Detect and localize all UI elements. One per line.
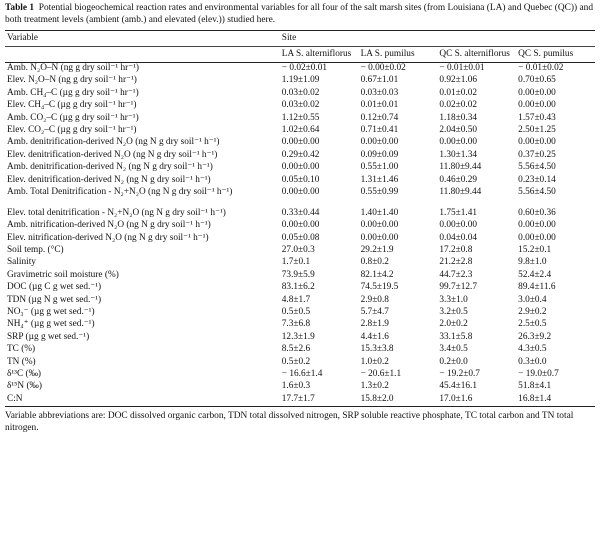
row-variable-label: TDN (µg N g wet sed.⁻¹) [7,294,102,305]
table-row [5,394,595,407]
row-value-cell: − 0.02±0.01 [281,63,327,73]
row-value-cell: 0.00±0.00 [518,137,556,148]
table-caption [5,2,595,26]
table-row [5,369,595,381]
row-value-cell: 9.8±1.0 [518,257,547,268]
row-value-cell: 5.56±4.50 [518,162,556,173]
row-value-cell: 1.31±1.46 [360,174,399,185]
row-variable-label: Amb. denitrification-derived N₂ (ng N g dry soil⁻¹ h⁻¹) [7,162,213,173]
row-value-cell: 0.00±0.00 [281,186,320,197]
row-value-cell: 1.0±0.2 [360,356,389,367]
row-variable-label: Amb. Total Denitrification - N₂+N₂O (ng N g dry soil⁻¹ h⁻¹) [7,186,233,197]
row-variable-label: NH₄⁺ (µg g wet sed.⁻¹) [7,319,95,330]
row-value-cell: 29.2±1.9 [360,245,394,256]
row-value-cell: 0.03±0.03 [360,87,399,98]
row-value-cell: 0.01±0.01 [360,100,399,111]
row-value-cell: 0.00±0.00 [439,220,478,231]
row-value-cell: 0.55±1.00 [360,162,399,173]
row-value-cell: 5.56±4.50 [518,186,556,197]
row-value-cell: 1.18±0.34 [439,112,478,123]
table-row [5,88,595,100]
row-value-cell: 45.4±16.1 [439,381,478,392]
row-value-cell: 1.3±0.2 [360,381,389,392]
row-value-cell: 1.30±1.34 [439,149,478,160]
row-value-cell: − 19.0±0.7 [518,368,559,379]
data-table [5,30,595,407]
row-value-cell: 0.67±1.01 [360,75,399,86]
row-value-cell: 0.12±0.74 [360,112,399,123]
row-variable-label: Salinity [7,257,36,268]
row-value-cell: 0.05±0.08 [281,232,320,243]
row-value-cell: 74.5±19.5 [360,282,399,293]
row-value-cell: 0.71±0.41 [360,124,399,135]
row-value-cell: 1.7±0.1 [281,257,311,268]
row-variable-label: Elev. CH₄–C (µg g dry soil⁻¹ hr⁻¹) [7,100,137,111]
row-variable-label: Elev. denitrification-derived N₂O (ng N g dry soil⁻¹ h⁻¹) [7,149,218,160]
caption-text: Potential biogeochemical reaction rates and environmental variables for all four of the salt marsh sites (from Louisiana (LA) and Quebec (QC)) and both treatment levels (ambient (amb.) and elevated (elev.)) studied here. [5,3,594,25]
row-variable-label: Amb. N₂O–N (ng g dry soil⁻¹ hr⁻¹) [7,63,139,73]
row-value-cell: 0.00±0.00 [518,87,556,98]
row-value-cell: 4.4±1.6 [360,331,389,342]
header-col-la-pumilus: LA S. pumilus [360,49,415,59]
row-value-cell: 8.5±2.6 [281,344,311,355]
row-value-cell: − 16.6±1.4 [281,368,323,379]
row-variable-label: NO₃⁻ (µg g wet sed.⁻¹) [7,307,95,318]
row-value-cell: 3.2±0.5 [439,307,468,318]
row-value-cell: 11.80±9.44 [439,162,482,173]
row-value-cell: 0.60±0.36 [518,207,556,218]
row-value-cell: 4.3±0.5 [518,344,547,355]
row-variable-label: Elev. total denitrification - N₂+N₂O (ng N g dry soil⁻¹ h⁻¹) [7,207,226,218]
row-value-cell: 0.23±0.14 [518,174,556,185]
row-value-cell: 0.3±0.0 [518,356,547,367]
table-row [5,381,595,393]
row-value-cell: 17.0±1.6 [439,393,473,404]
row-value-cell: 0.33±0.44 [281,207,320,218]
row-value-cell: 51.8±4.1 [518,381,552,392]
row-value-cell: 0.02±0.02 [439,100,478,111]
row-value-cell: 1.40±1.40 [360,207,399,218]
table-row [5,295,595,307]
table-row [5,332,595,344]
row-variable-label: Amb. CO₂–C (µg g dry soil⁻¹ hr⁻¹) [7,112,139,123]
row-value-cell: 2.8±1.9 [360,319,389,330]
table-figure [5,0,595,434]
row-value-cell: 1.57±0.43 [518,112,556,123]
table-row [5,75,595,87]
row-value-cell: 0.00±0.00 [360,137,399,148]
table-row [5,113,595,125]
row-variable-label: DOC (µg C g wet sed.⁻¹) [7,282,102,293]
table-row [5,270,595,282]
row-value-cell: 16.8±1.4 [518,393,552,404]
row-value-cell: − 0.01±0.02 [518,63,564,73]
row-variable-label: Elev. N₂O–N (ng g dry soil⁻¹ hr⁻¹) [7,75,137,86]
row-value-cell: 2.9±0.2 [518,307,547,318]
row-value-cell: 73.9±5.9 [281,269,315,280]
row-value-cell: 1.12±0.55 [281,112,320,123]
header-col-la-alterniflorus: LA S. alterniflorus [281,49,352,59]
table-footnote: Variable abbreviations are: DOC dissolved organic carbon, TDN total dissolved nitrogen, SRP soluble reactive phosphate, TC total carbon and TN total nitrogen. [5,411,574,434]
row-value-cell: 0.00±0.00 [360,220,399,231]
table-row [5,175,595,187]
row-value-cell: − 20.6±1.1 [360,368,402,379]
row-value-cell: 2.5±0.5 [518,319,547,330]
row-value-cell: 0.05±0.10 [281,174,320,185]
row-value-cell: 15.2±0.1 [518,245,552,256]
row-value-cell: 2.04±0.50 [439,124,478,135]
table-row [5,162,595,174]
row-value-cell: − 0.01±0.01 [439,63,485,73]
row-variable-label: δ¹³C (‰) [7,368,41,379]
row-value-cell: 26.3±9.2 [518,331,552,342]
row-variable-label: Elev. CO₂–C (µg g dry soil⁻¹ hr⁻¹) [7,124,137,135]
row-value-cell: 0.55±0.99 [360,186,399,197]
row-value-cell: 0.5±0.5 [281,307,311,318]
header-site: Site [280,31,595,47]
row-value-cell: 0.00±0.00 [439,137,478,148]
row-value-cell: 2.9±0.8 [360,294,389,305]
row-value-cell: 0.00±0.00 [281,220,320,231]
row-value-cell: 0.29±0.42 [281,149,320,160]
row-value-cell: 2.50±1.25 [518,124,556,135]
table-row [5,208,595,220]
row-variable-label: Amb. denitrification-derived N₂O (ng N g dry soil⁻¹ h⁻¹) [7,137,220,148]
row-value-cell: 0.00±0.00 [281,162,320,173]
row-value-cell: 0.01±0.02 [439,87,478,98]
row-value-cell: 0.00±0.00 [360,232,399,243]
row-value-cell: 0.2±0.0 [439,356,468,367]
row-value-cell: 12.3±1.9 [281,331,315,342]
header-blank [5,47,280,63]
table-row [5,245,595,257]
row-variable-label: C:N [7,393,23,404]
row-value-cell: 0.00±0.00 [518,100,556,111]
row-value-cell: 83.1±6.2 [281,282,315,293]
table-row [5,357,595,369]
row-value-cell: 89.4±11.6 [518,282,556,293]
row-value-cell: 0.00±0.00 [518,232,556,243]
row-value-cell: 0.09±0.09 [360,149,399,160]
row-value-cell: 3.3±1.0 [439,294,468,305]
row-value-cell: 2.0±0.2 [439,319,468,330]
table-row [5,282,595,294]
row-value-cell: 15.3±3.8 [360,344,394,355]
row-value-cell: 21.2±2.8 [439,257,473,268]
table-row [5,257,595,269]
row-variable-label: Gravimetric soil moisture (%) [7,269,119,280]
table-row [5,220,595,232]
row-variable-label: Elev. nitrification-derived N₂O (ng N g dry soil⁻¹ h⁻¹) [7,232,209,243]
row-value-cell: 0.46±0.29 [439,174,478,185]
row-value-cell: 17.2±0.8 [439,245,473,256]
table-row [5,319,595,331]
table-row [5,63,595,76]
table-row [5,233,595,245]
row-value-cell: 0.37±0.25 [518,149,556,160]
row-value-cell: 1.75±1.41 [439,207,478,218]
row-value-cell: 44.7±2.3 [439,269,473,280]
row-variable-label: δ¹⁵N (‰) [7,381,42,392]
row-value-cell: − 19.2±0.7 [439,368,480,379]
row-value-cell: 0.03±0.02 [281,100,320,111]
row-value-cell: 1.19±1.09 [281,75,320,86]
table-row [5,137,595,149]
table-row [5,150,595,162]
row-value-cell: 11.80±9.44 [439,186,482,197]
table-row [5,100,595,112]
table-row [5,307,595,319]
row-value-cell: 4.8±1.7 [281,294,311,305]
row-variable-label: TN (%) [7,356,36,367]
row-value-cell: 7.3±6.8 [281,319,311,330]
table-body [5,63,595,407]
row-value-cell: 0.03±0.02 [281,87,320,98]
row-value-cell: 5.7±4.7 [360,307,389,318]
row-value-cell: 1.02±0.64 [281,124,320,135]
header-col-qc-pumilus: QC S. pumilus [518,49,574,59]
row-value-cell: 3.0±0.4 [518,294,547,305]
row-value-cell: 0.00±0.00 [518,220,556,231]
caption-label: Table 1 [5,3,35,13]
row-value-cell: 0.00±0.00 [281,137,320,148]
row-value-cell: 0.70±0.65 [518,75,556,86]
table-row [5,125,595,137]
row-value-cell: 17.7±1.7 [281,393,315,404]
row-value-cell: 15.8±2.0 [360,393,394,404]
table-row [5,344,595,356]
row-variable-label: Amb. CH₄–C (µg g dry soil⁻¹ hr⁻¹) [7,87,139,98]
row-value-cell: 82.1±4.2 [360,269,394,280]
row-variable-label: SRP (µg g wet sed.⁻¹) [7,331,90,342]
row-value-cell: 0.5±0.2 [281,356,311,367]
row-variable-label: Soil temp. (°C) [7,245,64,256]
row-variable-label: Elev. denitrification-derived N₂ (ng N g dry soil⁻¹ h⁻¹) [7,174,211,185]
row-value-cell: 3.4±0.5 [439,344,468,355]
row-value-cell: 27.0±0.3 [281,245,315,256]
table-row [5,187,595,208]
row-value-cell: 0.04±0.04 [439,232,478,243]
row-value-cell: 1.6±0.3 [281,381,311,392]
row-value-cell: 99.7±12.7 [439,282,478,293]
row-value-cell: 0.8±0.2 [360,257,389,268]
row-value-cell: 52.4±2.4 [518,269,552,280]
row-variable-label: TC (%) [7,344,36,355]
row-value-cell: − 0.00±0.02 [360,63,406,73]
row-variable-label: Amb. nitrification-derived N₂O (ng N g dry soil⁻¹ h⁻¹) [7,220,211,231]
header-col-qc-alterniflorus: QC S. alterniflorus [439,49,510,59]
header-variable: Variable [5,31,280,47]
row-value-cell: 0.92±1.06 [439,75,478,86]
row-value-cell: 33.1±5.8 [439,331,473,342]
